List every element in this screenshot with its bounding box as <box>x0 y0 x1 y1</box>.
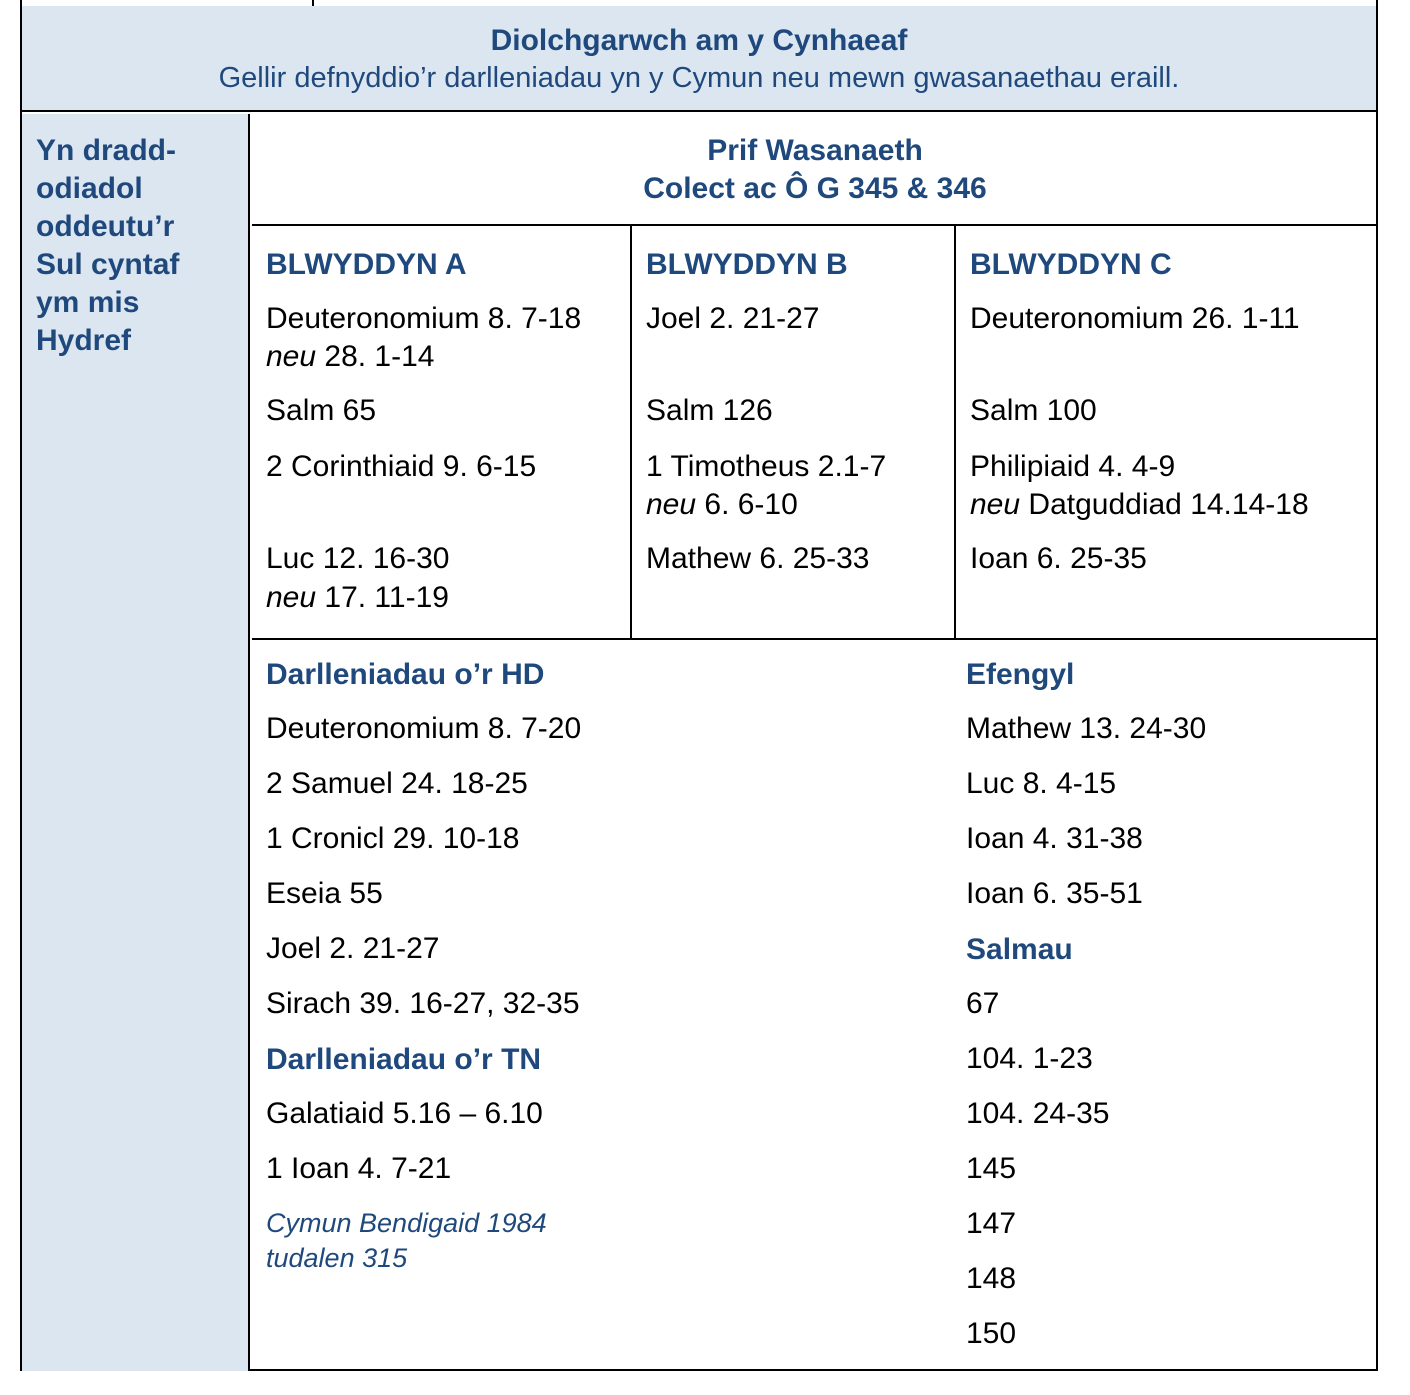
main-service-title: Prif Wasanaeth <box>707 134 923 167</box>
year-c-ot: Deuteronomium 26. 1-11 <box>970 302 1300 335</box>
year-c-gospel: Ioan 6. 25-35 <box>970 542 1147 575</box>
gospel-reading: Ioan 6. 35-51 <box>966 877 1143 910</box>
psalm-reading: 145 <box>966 1152 1017 1185</box>
alt-word: neu <box>266 581 317 614</box>
alt-reading: 17. 11-19 <box>316 581 449 614</box>
ot-reading: Deuteronomium 8. 7-20 <box>266 712 582 745</box>
ot-reading: Sirach 39. 16-27, 32-35 <box>266 987 580 1020</box>
nt-reading: Galatiaid 5.16 – 6.10 <box>266 1097 543 1130</box>
reference-note: Cymun Bendigaid 1984 <box>266 1208 547 1238</box>
alt-word: neu <box>646 488 697 521</box>
psalm-reading: 67 <box>966 987 1000 1020</box>
ot-reading: Eseia 55 <box>266 877 383 910</box>
ot-readings-heading: Darlleniadau o’r HD <box>266 658 545 691</box>
gospel-reading: Ioan 4. 31-38 <box>966 822 1143 855</box>
psalms-heading: Salmau <box>966 933 1073 966</box>
year-c-label: BLWYDDYN C <box>970 248 1172 281</box>
year-b-epistle-alt <box>646 488 798 522</box>
year-b-epistle: 1 Timotheus 2.1-7 <box>646 450 887 483</box>
gospel-reading: Mathew 13. 24-30 <box>966 712 1207 745</box>
year-c-psalm: Salm 100 <box>970 394 1097 427</box>
main-service-header <box>252 114 1378 226</box>
header-subtitle: Gellir defnyddio’r darlleniadau yn y Cymun neu mewn gwasanaethau eraill. <box>218 62 1180 94</box>
year-readings <box>252 226 1378 640</box>
main-service-collect: Colect ac Ô G 345 & 346 <box>643 172 987 205</box>
nt-reading: 1 Ioan 4. 7-21 <box>266 1152 452 1185</box>
occasion-line: ym mis <box>36 286 140 319</box>
header-title: Diolchgarwch am y Cynhaeaf <box>490 24 908 57</box>
ot-reading: 1 Cronicl 29. 10-18 <box>266 822 520 855</box>
occasion-line: Sul cyntaf <box>36 248 180 281</box>
year-a-gospel: Luc 12. 16-30 <box>266 542 450 575</box>
year-c-epistle: Philipiaid 4. 4-9 <box>970 450 1176 483</box>
year-a-ot-alt <box>266 340 434 374</box>
year-b-psalm: Salm 126 <box>646 394 773 427</box>
year-b-label: BLWYDDYN B <box>646 248 848 281</box>
year-a-ot: Deuteronomium 8. 7-18 <box>266 302 582 335</box>
year-a-epistle: 2 Corinthiaid 9. 6-15 <box>266 450 537 483</box>
year-b-gospel: Mathew 6. 25-33 <box>646 542 870 575</box>
year-a-gospel-alt <box>266 581 449 615</box>
gospel-reading: Luc 8. 4-15 <box>966 767 1117 800</box>
year-a-psalm: Salm 65 <box>266 394 377 427</box>
psalm-reading: 147 <box>966 1207 1017 1240</box>
year-c-epistle-alt <box>970 488 1309 522</box>
ot-reading: 2 Samuel 24. 18-25 <box>266 767 528 800</box>
alt-reading: Datguddiad 14.14-18 <box>1020 488 1309 521</box>
occasion-line: oddeutu’r <box>36 210 175 243</box>
alt-reading: 28. 1-14 <box>316 340 435 373</box>
lectionary-table <box>20 0 1378 1371</box>
psalm-reading: 104. 1-23 <box>966 1042 1093 1075</box>
occasion-line: odiadol <box>36 172 143 205</box>
occasion-column <box>22 114 250 1371</box>
psalm-reading: 150 <box>966 1317 1017 1350</box>
gospels-heading: Efengyl <box>966 658 1075 691</box>
column-divider <box>630 226 632 638</box>
ot-reading: Joel 2. 21-27 <box>266 932 440 965</box>
year-b-ot: Joel 2. 21-27 <box>646 302 820 335</box>
nt-readings-heading: Darlleniadau o’r TN <box>266 1043 542 1076</box>
alt-word: neu <box>970 488 1021 521</box>
column-divider <box>954 226 956 638</box>
occasion-line: Hydref <box>36 324 132 357</box>
alt-reading: 6. 6-10 <box>696 488 798 521</box>
psalm-reading: 148 <box>966 1262 1017 1295</box>
alt-word: neu <box>266 340 317 373</box>
psalm-reading: 104. 24-35 <box>966 1097 1110 1130</box>
table-header <box>22 6 1376 112</box>
year-a-label: BLWYDDYN A <box>266 248 467 281</box>
occasion-line: Yn dradd- <box>36 134 176 167</box>
reference-note: tudalen 315 <box>266 1243 408 1273</box>
